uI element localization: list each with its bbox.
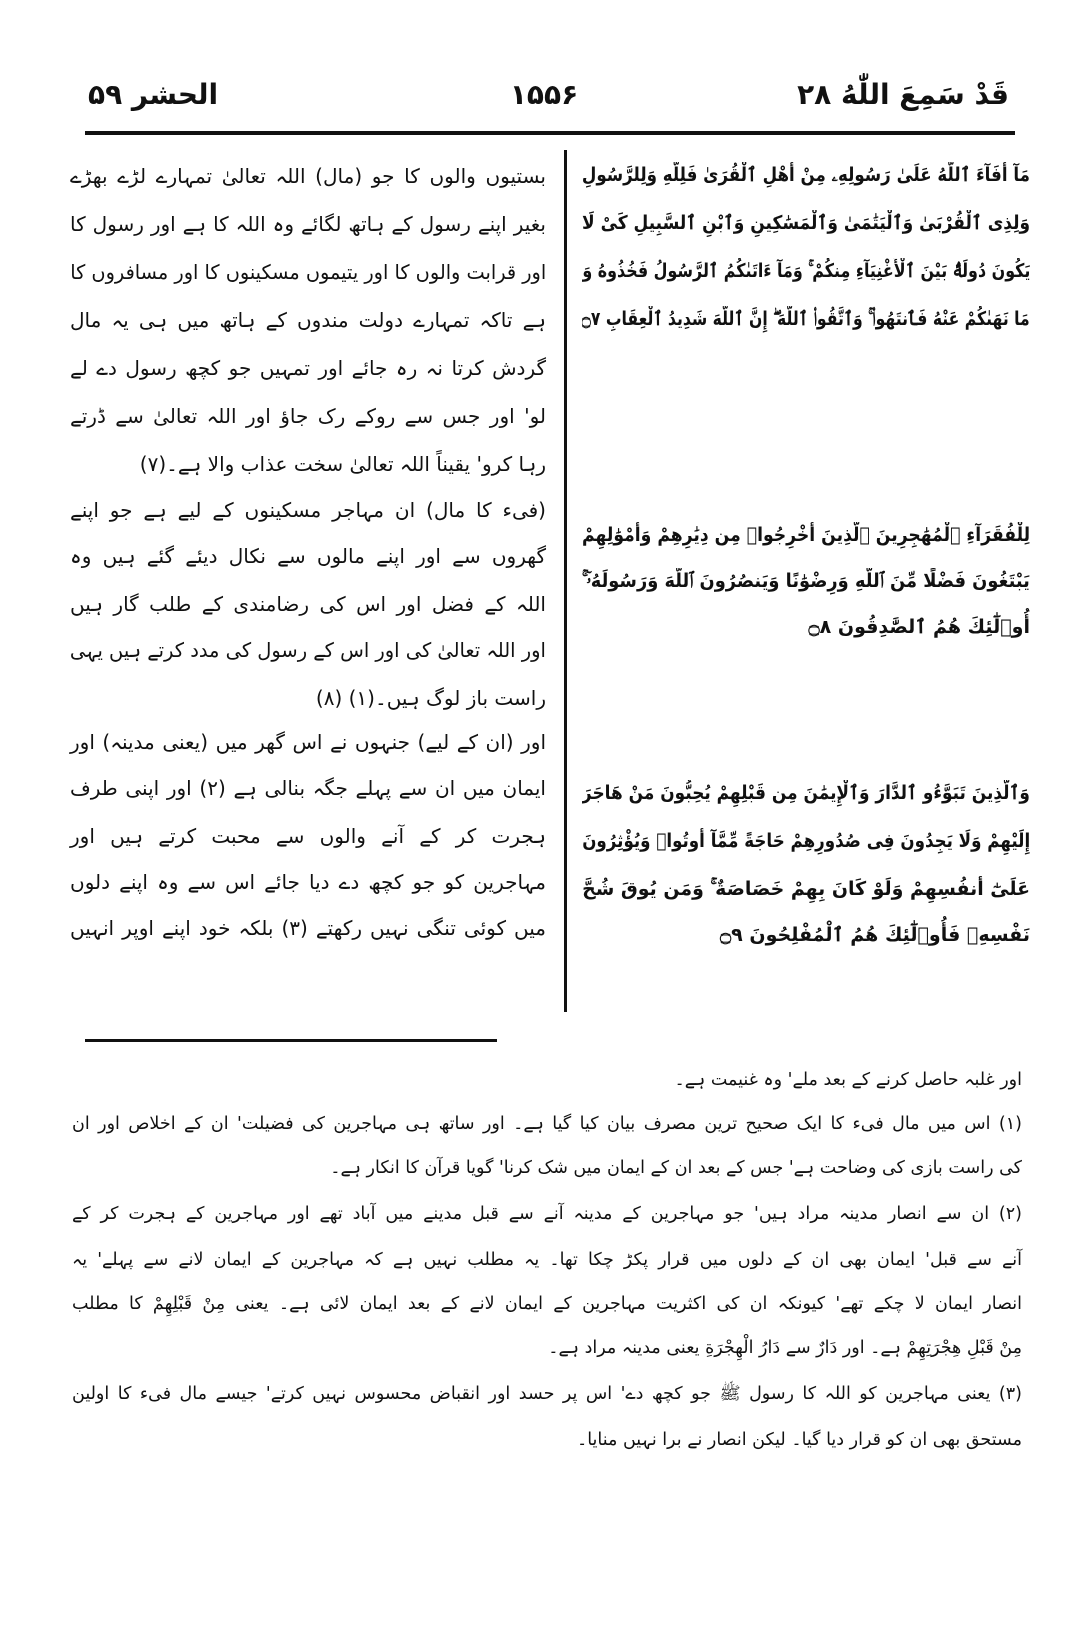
quran-verse-line: لِلْفُقَرَآءِ ٱلْمُهَٰجِرِينَ ٱلَّذِينَ أُخْرِجُوا۟ مِن دِيَٰرِهِمْ وَأَمْوَٰلِهِمْ <box>582 524 1030 546</box>
translation-line: اور (ان کے لیے) جنہوں نے اس گھر میں (یعنی مدینہ) اور <box>70 730 546 754</box>
footnote-line: انصار ایمان لا چکے تھے' کیونکہ ان کی اکثریت مہاجرین کے ایمان لانے کے بعد ایمان لائی ہے۔ یعنی مِنْ قَبْلِهِمْ کا مطلب <box>72 1294 1022 1314</box>
translation-line: (فیء کا مال) ان مہاجر مسکینوں کے لیے ہے جو اپنے <box>70 498 546 522</box>
column-divider <box>564 150 567 1012</box>
footnote-line: (۱) اس میں مال فیء کا ایک صحیح ترین مصرف بیان کیا گیا ہے۔ اور ساتھ ہی مہاجرین کی فضیلت' ان کے اخلاص اور ان <box>72 1114 1022 1134</box>
translation-line: لو' اور جس سے روکے رک جاؤ اور اللہ تعالیٰ سے ڈرتے <box>70 404 546 428</box>
translation-line: راست باز لوگ ہیں۔(۱) (۸) <box>315 686 546 710</box>
quran-verse-line: وَلِذِى ٱلْقُرْبَىٰ وَٱلْيَتَٰمَىٰ وَٱلْمَسَٰكِينِ وَٱبْنِ ٱلسَّبِيلِ كَىْ لَا <box>582 212 1030 234</box>
translation-line: ہجرت کر کے آنے والوں سے محبت کرتے ہیں اور <box>70 824 546 848</box>
footnote-line: آنے سے قبل' ایمان بھی ان کے دلوں میں قرار پکڑ چکا تھا۔ یہ مطلب نہیں ہے کہ مہاجرین کے ایمان لانے سے پہلے' یہ <box>72 1250 1022 1270</box>
quran-verse-line: مَا نَهَىٰكُمْ عَنْهُ فَٱنتَهُوا۟ ۚ وَٱتَّقُوا۟ ٱللَّهَ ۖ إِنَّ ٱللَّهَ شَدِيدُ ٱلْعِقَابِ ۝٧ <box>582 308 1030 330</box>
quran-verse-line: أُو۟لَٰٓئِكَ هُمُ ٱلصَّٰدِقُونَ ۝٨ <box>808 616 1030 638</box>
quran-verse-line: إِلَيْهِمْ وَلَا يَجِدُونَ فِى صُدُورِهِمْ حَاجَةً مِّمَّآ أُوتُوا۟ وَيُؤْثِرُونَ <box>582 830 1030 852</box>
translation-line: مہاجرین کو جو کچھ دے دیا جائے اس سے وہ اپنے دلوں <box>70 870 546 894</box>
page-number: ۱۵۵۶ <box>509 78 579 111</box>
quran-verse-line: يَبْتَغُونَ فَضْلًا مِّنَ ٱللَّهِ وَرِضْوَٰنًا وَيَنصُرُونَ ٱللَّهَ وَرَسُولَهُۥٓ ۚ <box>582 570 1030 592</box>
footnote-rule <box>85 1039 497 1042</box>
quran-verse-line: مَآ أَفَآءَ ٱللَّهُ عَلَىٰ رَسُولِهِۦ مِنْ أَهْلِ ٱلْقُرَىٰ فَلِلَّهِ وَلِلرَّسُولِ <box>582 164 1030 186</box>
juz-title: قَدْ سَمِعَ اللّٰهُ ۲۸ <box>797 78 1009 111</box>
footnote-line: کی راست بازی کی وضاحت ہے' جس کے بعد ان کے ایمان میں شک کرنا' گویا قرآن کا انکار ہے۔ <box>330 1158 1022 1178</box>
translation-line: ایمان میں ان سے پہلے جگہ بنالی ہے (۲) اور اپنی طرف <box>70 776 546 800</box>
footnote-line: (۳) یعنی مہاجرین کو اللہ کا رسول ﷺ جو کچھ دے' اس پر حسد اور انقباض محسوس نہیں کرتے' جیسے مال فیء کا اولین <box>72 1384 1022 1404</box>
surah-title: الحشر ۵۹ <box>88 78 219 111</box>
quran-verse-line: وَٱلَّذِينَ تَبَوَّءُو ٱلدَّارَ وَٱلْإِيمَٰنَ مِن قَبْلِهِمْ يُحِبُّونَ مَنْ هَاجَرَ <box>582 782 1030 804</box>
translation-line: بغیر اپنے رسول کے ہاتھ لگائے وہ اللہ کا ہے اور رسول کا <box>70 212 546 236</box>
footnote-line: اور غلبہ حاصل کرنے کے بعد ملے' وہ غنیمت ہے۔ <box>674 1070 1022 1090</box>
translation-line: اور قرابت والوں کا اور یتیموں مسکینوں کا اور مسافروں کا <box>70 260 546 284</box>
footnote-line: مِنْ قَبْلِ هِجْرَتِهِمْ ہے۔ اور دَارٌ سے دَارُ الْهِجْرَةِ یعنی مدینہ مراد ہے۔ <box>548 1338 1022 1358</box>
translation-line: بستیوں والوں کا جو (مال) اللہ تعالیٰ تمہارے لڑے بھڑے <box>70 164 546 188</box>
quran-verse-line: عَلَىٰٓ أَنفُسِهِمْ وَلَوْ كَانَ بِهِمْ خَصَاصَةٌ ۚ وَمَن يُوقَ شُحَّ <box>582 878 1030 900</box>
translation-line: اللہ کے فضل اور اس کی رضامندی کے طلب گار ہیں <box>70 592 546 616</box>
translation-line: ہے تاکہ تمہارے دولت مندوں کے ہاتھ میں ہی یہ مال <box>70 308 546 332</box>
footnote-line: (۲) ان سے انصار مدینہ مراد ہیں' جو مہاجرین کے مدینہ آنے سے قبل مدینے میں آباد تھے اور مہاجرین کے ہجرت کر کے <box>72 1204 1022 1224</box>
quran-verse-line: نَفْسِهِۦ فَأُو۟لَٰٓئِكَ هُمُ ٱلْمُفْلِحُونَ ۝٩ <box>720 924 1030 946</box>
translation-line: رہا کرو' یقیناً اللہ تعالیٰ سخت عذاب والا ہے۔(۷) <box>139 452 546 476</box>
header-rule <box>85 131 1015 135</box>
quran-verse-line: يَكُونَ دُولَةًۢ بَيْنَ ٱلْأَغْنِيَآءِ مِنكُمْ ۚ وَمَآ ءَاتَىٰكُمُ ٱلرَّسُولُ فَخُذُوهُ وَ <box>582 260 1030 282</box>
translation-line: اور اللہ تعالیٰ کی اور اس کے رسول کی مدد کرتے ہیں یہی <box>70 638 546 662</box>
translation-line: گھروں سے اور اپنے مالوں سے نکال دیئے گئے ہیں وہ <box>70 544 546 568</box>
translation-line: میں کوئی تنگی نہیں رکھتے (۳) بلکہ خود اپنے اوپر انہیں <box>70 916 547 940</box>
footnote-line: مستحق بھی ان کو قرار دیا گیا۔ لیکن انصار نے برا نہیں منایا۔ <box>576 1430 1022 1450</box>
translation-line: گردش کرتا نہ رہ جائے اور تمہیں جو کچھ رسول دے لے <box>70 356 546 380</box>
